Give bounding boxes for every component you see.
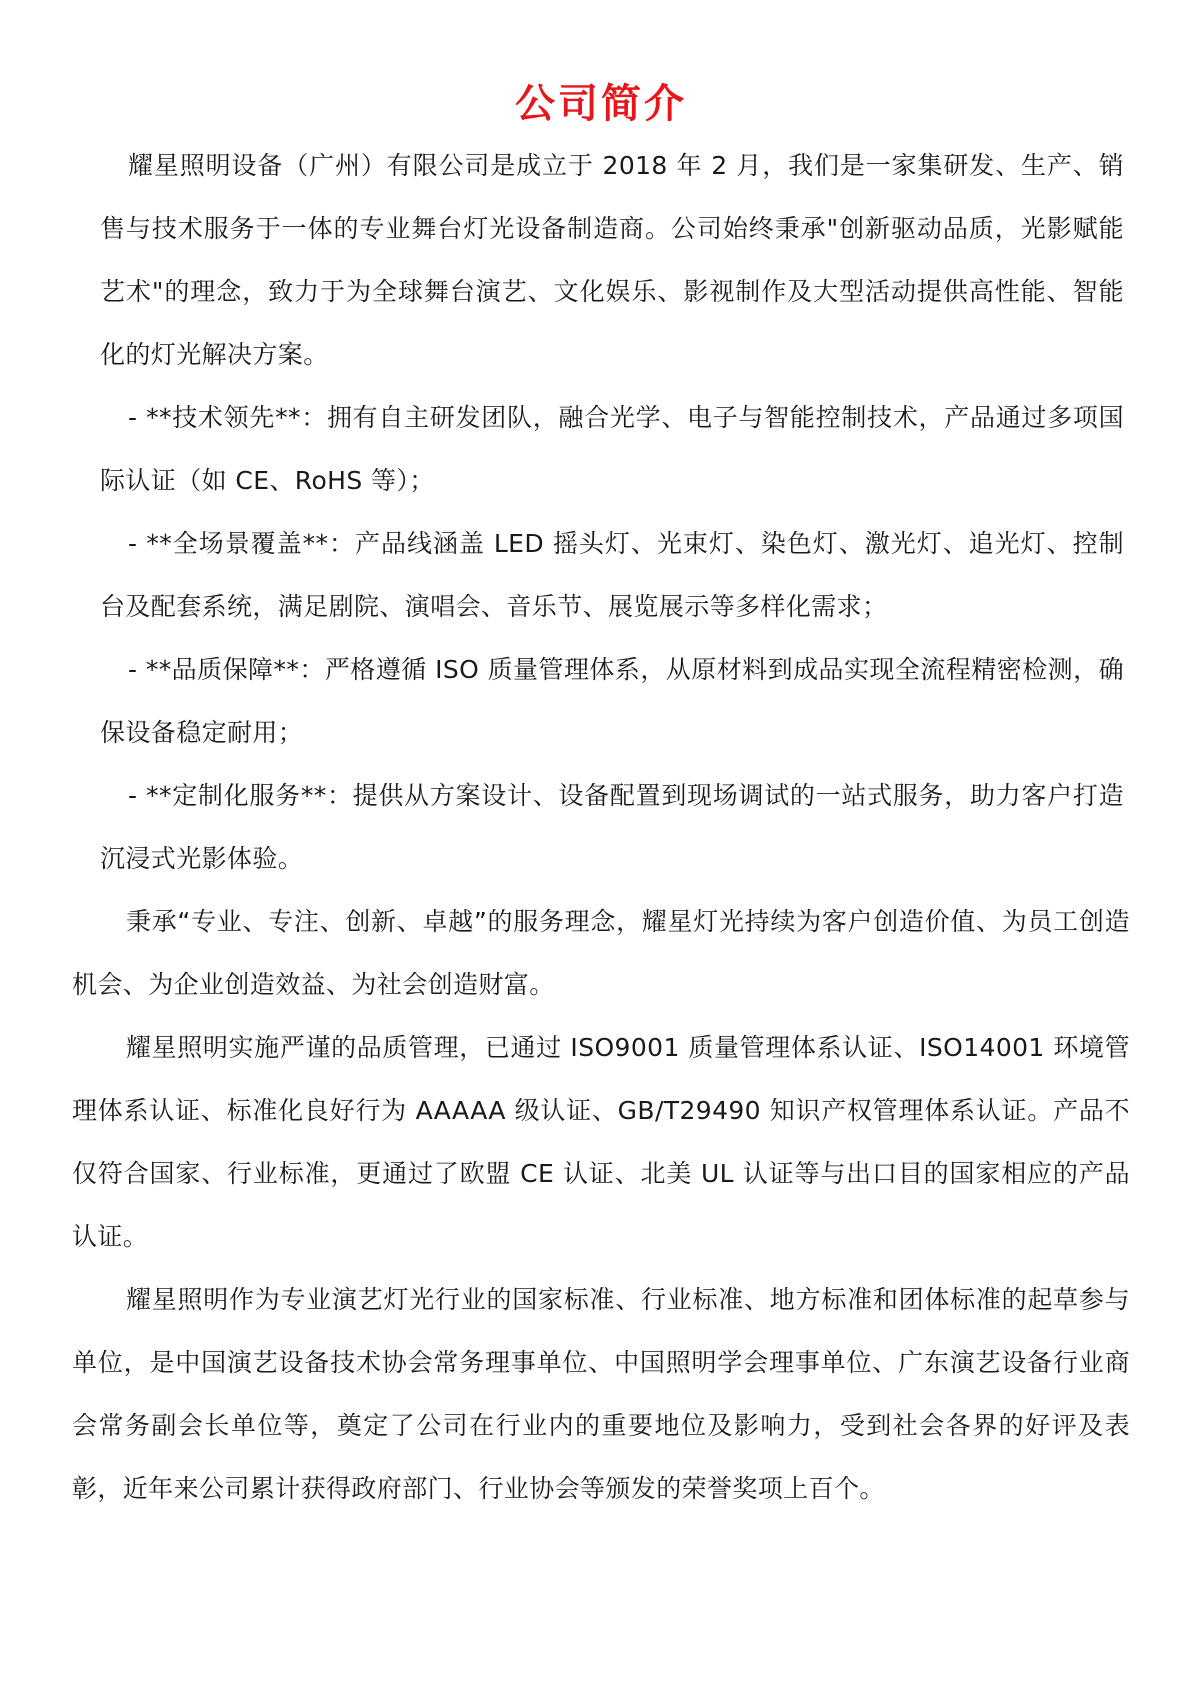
bullet-coverage: - **全场景覆盖**：产品线涵盖 LED 摇头灯、光束灯、染色灯、激光灯、追光灯、控制台及配套系统，满足剧院、演唱会、音乐节、展览展示等多样化需求；	[100, 529, 1124, 621]
philosophy-paragraph: 秉承“专业、专注、创新、卓越”的服务理念，耀星灯光持续为客户创造价值、为员工创造机会、为企业创造效益、为社会创造财富。	[72, 907, 1130, 999]
intro-paragraph: 耀星照明设备（广州）有限公司是成立于 2018 年 2 月，我们是一家集研发、生产、销售与技术服务于一体的专业舞台灯光设备制造商。公司始终秉承"创新驱动品质，光影赋能艺术"的理念，致力于为全球舞台演艺、文化娱乐、影视制作及大型活动提供高性能、智能化的灯光解决方案。	[100, 151, 1124, 369]
bullet-customization: - **定制化服务**：提供从方案设计、设备配置到现场调试的一站式服务，助力客户打造沉浸式光影体验。	[100, 781, 1124, 873]
certification-paragraph: 耀星照明实施严谨的品质管理，已通过 ISO9001 质量管理体系认证、ISO14001 环境管理体系认证、标准化良好行为 AAAAA 级认证、GB/T29490 知识产权管理体系认证。产品不仅符合国家、行业标准，更通过了欧盟 CE 认证、北美 UL 认证等与出口目的国家相应的产品认证。	[72, 1033, 1130, 1251]
industry-status-paragraph: 耀星照明作为专业演艺灯光行业的国家标准、行业标准、地方标准和团体标准的起草参与单位，是中国演艺设备技术协会常务理事单位、中国照明学会理事单位、广东演艺设备行业商会常务副会长单位等，奠定了公司在行业内的重要地位及影响力，受到社会各界的好评及表彰，近年来公司累计获得政府部门、行业协会等颁发的荣誉奖项上百个。	[72, 1285, 1130, 1503]
page-title: 公司简介	[515, 81, 687, 127]
bullet-quality: - **品质保障**：严格遵循 ISO 质量管理体系，从原材料到成品实现全流程精密检测，确保设备稳定耐用；	[100, 655, 1124, 747]
bullet-technology: - **技术领先**：拥有自主研发团队，融合光学、电子与智能控制技术，产品通过多项国际认证（如 CE、RoHS 等）；	[100, 403, 1124, 495]
